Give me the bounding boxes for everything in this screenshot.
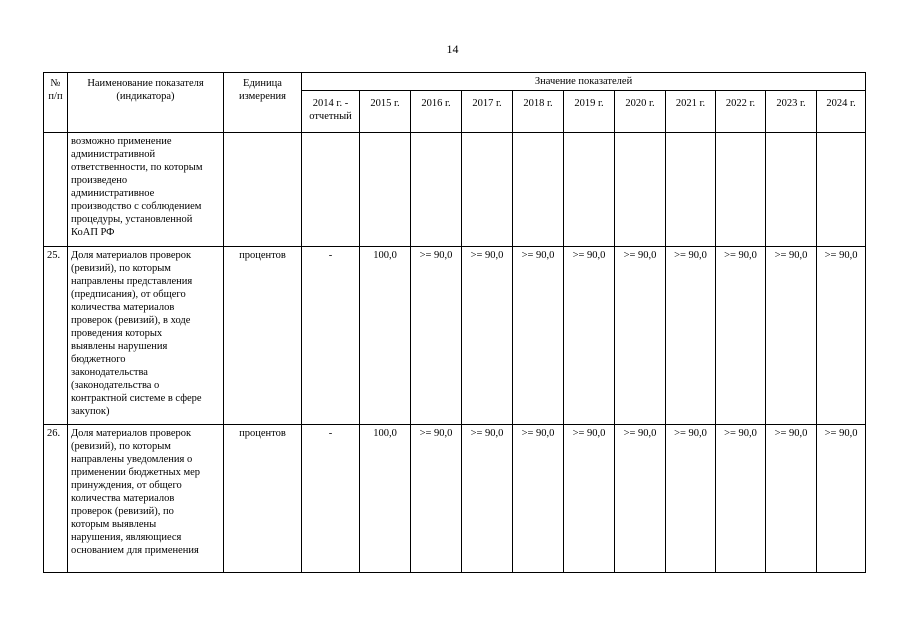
indicator-value: [513, 133, 564, 247]
indicator-value: [817, 133, 866, 247]
indicator-value: -: [302, 425, 360, 573]
header-year: 2021 г.: [666, 91, 716, 133]
row-number: 25.: [44, 247, 68, 425]
indicator-name: Доля материалов проверок (ревизий), по которым направлены представления (предписания), от общего количества материалов проверок (ревизий), в ходе проведения которых выявлены нарушения бюджетного законодательства (законодательства о контрактной системе в сфере закупок): [68, 247, 224, 425]
indicator-value: [411, 133, 462, 247]
indicator-value: [716, 133, 766, 247]
header-year: 2019 г.: [564, 91, 615, 133]
indicator-value: >= 90,0: [564, 425, 615, 573]
header-values: Значение показателей: [302, 73, 866, 91]
indicator-value: >= 90,0: [716, 425, 766, 573]
header-unit: Единица измерения: [224, 73, 302, 133]
indicator-value: [360, 133, 411, 247]
header-year: 2024 г.: [817, 91, 866, 133]
indicator-value: >= 90,0: [411, 247, 462, 425]
indicator-value: >= 90,0: [766, 247, 817, 425]
indicator-value: >= 90,0: [666, 247, 716, 425]
header-year: 2014 г. - отчетный: [302, 91, 360, 133]
indicator-value: -: [302, 247, 360, 425]
indicator-name: возможно применение административной ответственности, по которым произведено административное производство с соблюдением процедуры, установленной КоАП РФ: [68, 133, 224, 247]
row-number: 26.: [44, 425, 68, 573]
indicator-value: [302, 133, 360, 247]
indicator-name: Доля материалов проверок (ревизий), по которым направлены уведомления о применении бюджетных мер принуждения, от общего количества материалов проверок (ревизий), по которым выявлены нарушения, являющиеся основанием для применения: [68, 425, 224, 573]
header-year: 2018 г.: [513, 91, 564, 133]
indicator-unit: [224, 133, 302, 247]
table-row: [44, 133, 866, 247]
indicator-value: >= 90,0: [817, 425, 866, 573]
indicator-value: 100,0: [360, 247, 411, 425]
indicator-value: >= 90,0: [615, 425, 666, 573]
table-row: [44, 247, 866, 425]
indicator-value: >= 90,0: [766, 425, 817, 573]
indicator-value: >= 90,0: [462, 247, 513, 425]
indicator-value: [615, 133, 666, 247]
header-number: № п/п: [44, 73, 68, 133]
indicator-value: >= 90,0: [615, 247, 666, 425]
header-year: 2017 г.: [462, 91, 513, 133]
header-indicator-name: Наименование показателя (индикатора): [68, 73, 224, 133]
page-number: 14: [446, 42, 459, 56]
indicator-value: 100,0: [360, 425, 411, 573]
header-year: 2022 г.: [716, 91, 766, 133]
indicator-value: [766, 133, 817, 247]
indicator-value: [462, 133, 513, 247]
indicator-value: >= 90,0: [817, 247, 866, 425]
indicator-value: [564, 133, 615, 247]
indicator-unit: процентов: [224, 425, 302, 573]
indicator-value: >= 90,0: [666, 425, 716, 573]
header-year: 2023 г.: [766, 91, 817, 133]
indicator-value: >= 90,0: [564, 247, 615, 425]
header-year: 2015 г.: [360, 91, 411, 133]
header-year: 2016 г.: [411, 91, 462, 133]
indicator-value: >= 90,0: [462, 425, 513, 573]
indicator-unit: процентов: [224, 247, 302, 425]
indicator-value: >= 90,0: [716, 247, 766, 425]
indicator-value: >= 90,0: [513, 425, 564, 573]
indicator-value: [666, 133, 716, 247]
indicator-value: >= 90,0: [411, 425, 462, 573]
row-number: [44, 133, 68, 247]
indicators-table: [43, 72, 866, 573]
table-row: [44, 425, 866, 573]
header-year: 2020 г.: [615, 91, 666, 133]
indicator-value: >= 90,0: [513, 247, 564, 425]
